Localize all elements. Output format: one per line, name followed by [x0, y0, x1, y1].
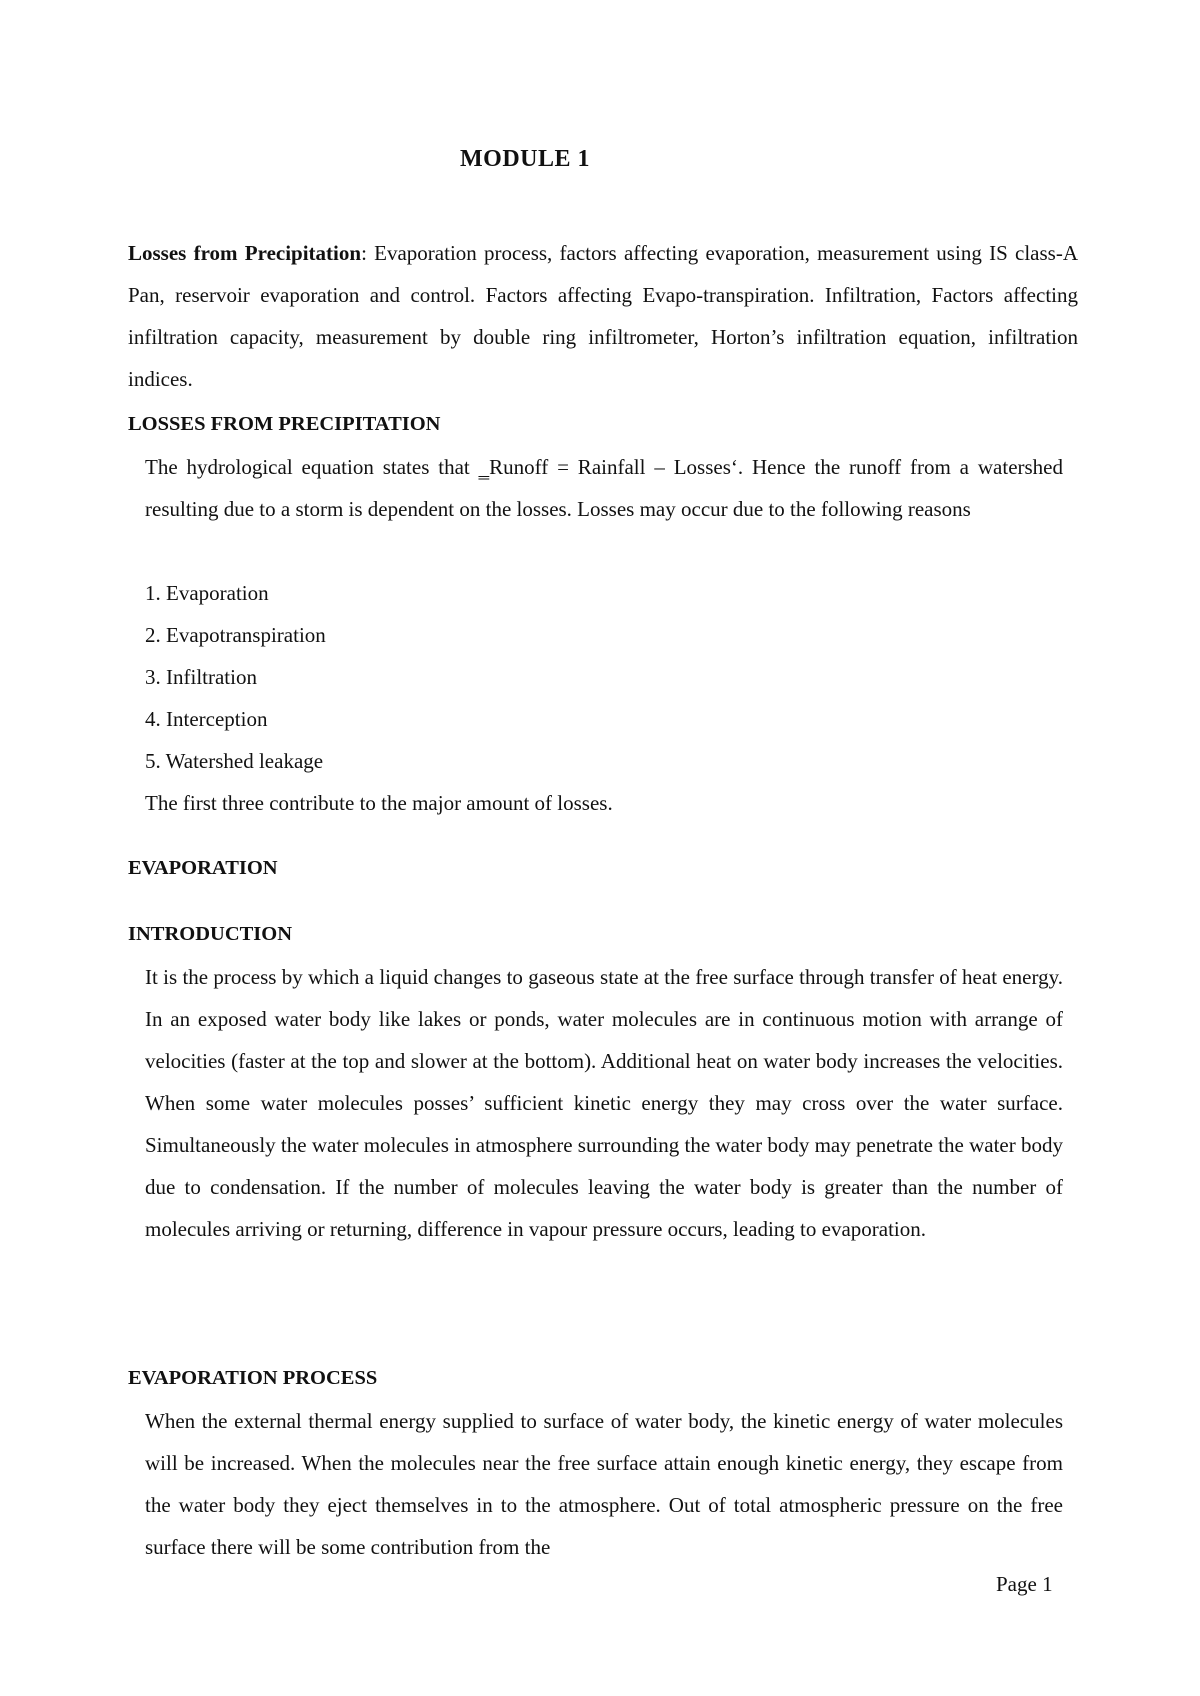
list-item: 1. Evaporation — [145, 581, 269, 605]
losses-conclusion: The first three contribute to the major amount of losses. — [145, 791, 613, 815]
evaporation-heading: EVAPORATION — [128, 857, 278, 879]
list-item: 4. Interception — [145, 707, 268, 731]
syllabus-label: Losses from Precipitation — [128, 241, 362, 265]
syllabus-text: : Evaporation process, factors affecting evaporation, measurement using IS class-A Pan, reservoir evaporation and control. Factors affecting Evapo-transpiration. Infiltration, Factors affecting infiltration capacity, measurement by double ring infiltrometer, Horton’s infiltration equation, infiltration indices. — [128, 241, 1078, 391]
losses-heading: LOSSES FROM PRECIPITATION — [128, 413, 441, 435]
module-title-text: MODULE 1 — [460, 146, 590, 172]
losses-intro: The hydrological equation states that ‗Runoff = Rainfall – Losses‘. Hence the runoff from a watershed resulting due to a storm is dependent on the losses. Losses may occur due to the following reasons — [145, 455, 1063, 521]
introduction-heading: INTRODUCTION — [128, 923, 293, 945]
list-item: 5. Watershed leakage — [145, 749, 324, 773]
introduction-paragraph: It is the process by which a liquid changes to gaseous state at the free surface through transfer of heat energy. In an exposed water body like lakes or ponds, water molecules are in continuous motion with arrange of velocities (faster at the top and slower at the bottom). Additional heat on water body increases the velocities. When some water molecules posses’ sufficient kinetic energy they may cross over the water surface. Simultaneously the water molecules in atmosphere surrounding the water body may penetrate the water body due to condensation. If the number of molecules leaving the water body is greater than the number of molecules arriving or returning, difference in vapour pressure occurs, leading to evaporation. — [145, 965, 1063, 1241]
losses-reasons-list — [145, 572, 1063, 782]
evaporation-process-paragraph: When the external thermal energy supplied to surface of water body, the kinetic energy of water molecules will be increased. When the molecules near the free surface attain enough kinetic energy, they escape from the water body they eject themselves in to the atmosphere. Out of total atmospheric pressure on the free surface there will be some contribution from the — [145, 1409, 1063, 1559]
syllabus-paragraph — [128, 232, 1078, 400]
list-item: 2. Evapotranspiration — [145, 623, 326, 647]
list-item: 3. Infiltration — [145, 665, 257, 689]
page-number: Page 1 — [996, 1572, 1053, 1596]
evaporation-process-heading: EVAPORATION PROCESS — [128, 1367, 378, 1389]
module-title — [0, 146, 1200, 173]
